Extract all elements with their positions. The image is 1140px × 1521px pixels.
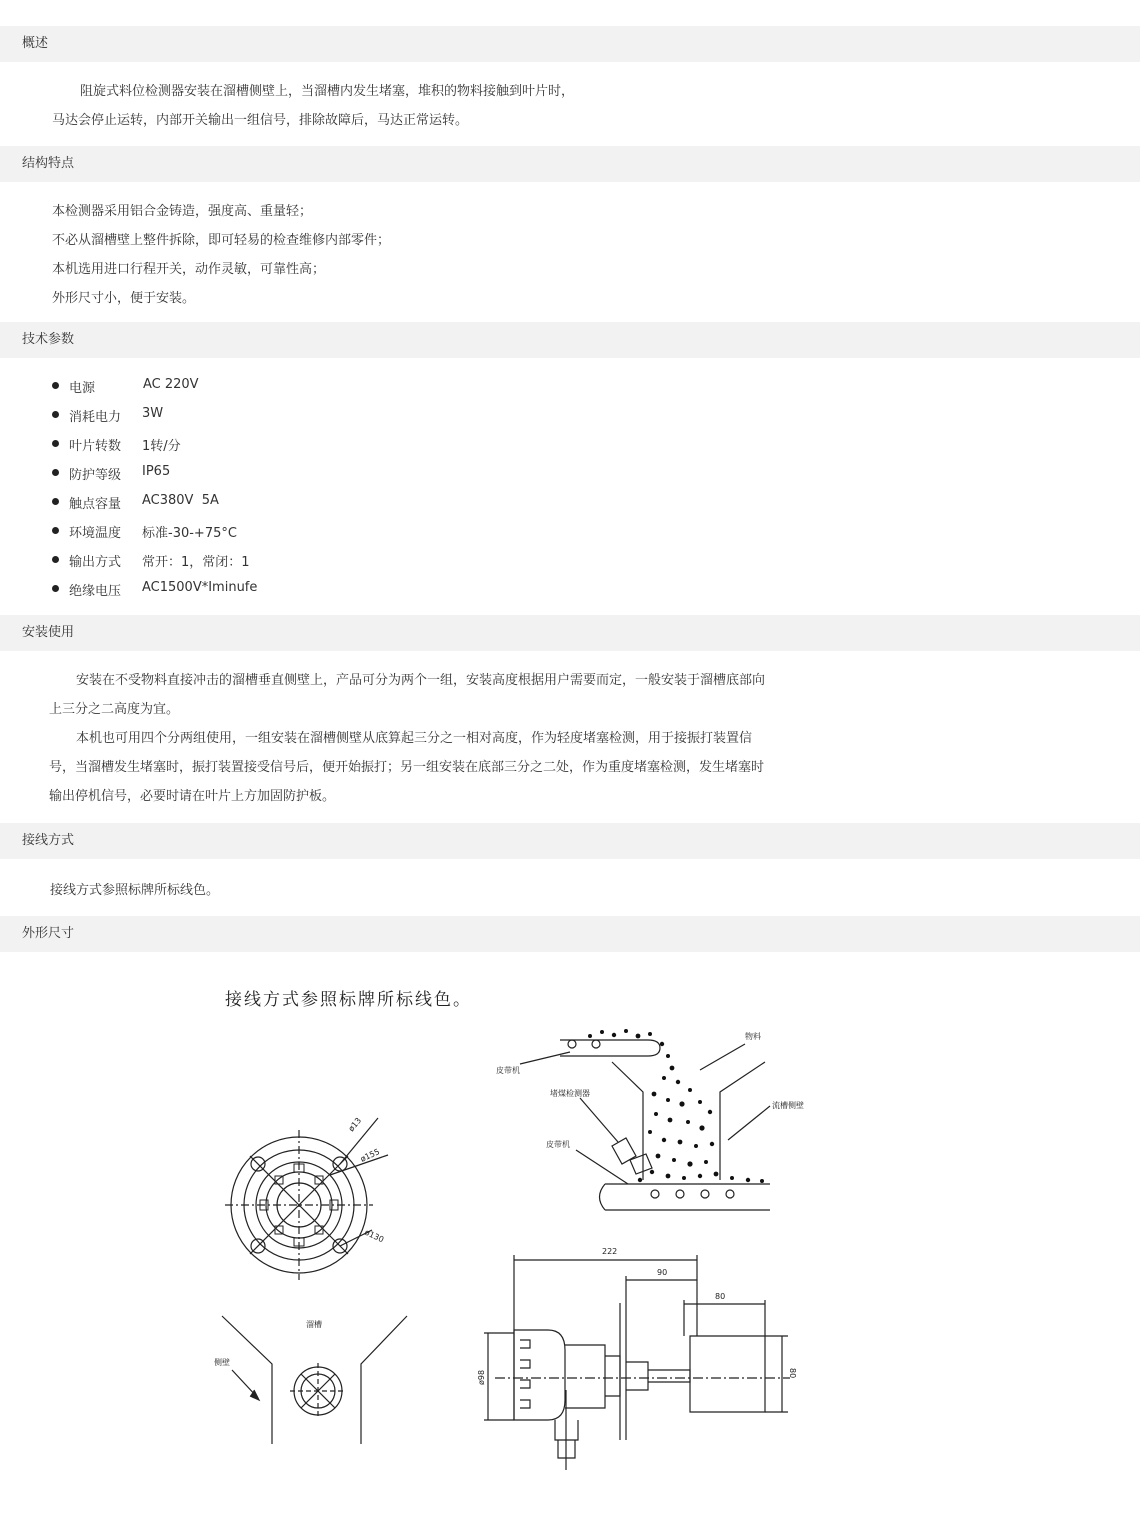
dim-blade: 80: [715, 1292, 726, 1301]
feature-line: 本检测器采用铝合金铸造，强度高、重量轻；: [52, 204, 313, 219]
label-material: 物料: [745, 1032, 761, 1041]
material-dots: [588, 1029, 764, 1183]
label-chute-wall: 流槽侧壁: [772, 1101, 804, 1110]
flange-top-view: [225, 1115, 388, 1280]
section-title: 安装使用: [22, 625, 75, 640]
figure-heading: 接线方式参照标牌所标线色。: [225, 990, 472, 1010]
spec-value: AC1500V*Iminufe: [142, 580, 258, 595]
install-line: 上三分之二高度为宜。: [49, 702, 180, 717]
spec-label: 叶片转数: [69, 439, 122, 454]
install-line: 本机也可用四个分两组使用，一组安装在溜槽侧壁从底算起三分之一相对高度，作为轻度堵塞检测，用于接振打装置信: [76, 731, 753, 746]
dim-d130: ø130: [363, 1227, 386, 1245]
label-chute: 溜槽: [306, 1320, 322, 1329]
spec-value: 1转/分: [142, 439, 181, 454]
dim-d13: ø13: [346, 1115, 364, 1134]
installation-scene: [520, 1040, 770, 1210]
feature-line: 不必从溜槽壁上整件拆除，即可轻易的检查维修内部零件；: [52, 233, 391, 248]
chute-front-view: [222, 1316, 407, 1444]
spec-value: IP65: [142, 464, 171, 479]
label-belt-top: 皮带机: [496, 1066, 520, 1075]
label-side-wall: 侧壁: [214, 1358, 230, 1367]
wiring-line: 接线方式参照标牌所标线色。: [50, 883, 220, 898]
install-line: 输出停机信号，必要时请在叶片上方加固防护板。: [49, 789, 336, 804]
spec-label: 消耗电力: [69, 410, 122, 425]
dim-blade-height: 80: [788, 1368, 797, 1379]
overview-line-2: 马达会停止运转，内部开关输出一组信号，排除故障后，马达正常运转。: [52, 113, 469, 128]
overview-line-1: 阻旋式料位检测器安装在溜槽侧壁上，当溜槽内发生堵塞，堆积的物料接触到叶片时，: [80, 84, 575, 99]
spec-label: 防护等级: [69, 468, 122, 483]
section-title: 外形尺寸: [22, 926, 75, 941]
spec-label: 输出方式: [69, 555, 122, 570]
label-belt-bottom: 皮带机: [546, 1140, 570, 1149]
feature-line: 外形尺寸小，便于安装。: [52, 291, 196, 306]
section-title: 接线方式: [22, 833, 75, 848]
label-detector: 堵煤检测器: [550, 1089, 590, 1098]
install-line: 安装在不受物料直接冲击的溜槽垂直侧壁上，产品可分为两个一组，安装高度根据用户需要而定，一般安装于溜槽底部向: [76, 673, 766, 688]
spec-value: AC380V 5A: [142, 493, 219, 508]
spec-label: 电源: [69, 381, 96, 396]
spec-label: 触点容量: [69, 497, 122, 512]
section-title: 概述: [22, 36, 49, 51]
spec-value: 常开：1，常闭：1: [142, 555, 250, 570]
spec-value: AC 220V: [143, 377, 199, 392]
feature-line: 本机选用进口行程开关，动作灵敏，可靠性高；: [52, 262, 326, 277]
dim-diameter: ø98: [477, 1369, 486, 1385]
install-line: 号，当溜槽发生堵塞时，振打装置接受信号后，便开始振打；另一组安装在底部三分之二处，作为重度堵塞检测，发生堵塞时: [49, 760, 765, 775]
dim-d155: ø155: [359, 1147, 382, 1164]
section-title: 技术参数: [22, 332, 75, 347]
dim-mid: 90: [657, 1268, 668, 1277]
dim-overall: 222: [602, 1247, 618, 1256]
spec-value: 3W: [142, 406, 164, 421]
spec-value: 标准-30-+75°C: [142, 526, 237, 541]
spec-label: 环境温度: [69, 526, 122, 541]
side-elevation: [484, 1255, 790, 1470]
section-title: 结构特点: [22, 156, 75, 171]
spec-label: 绝缘电压: [69, 584, 122, 599]
